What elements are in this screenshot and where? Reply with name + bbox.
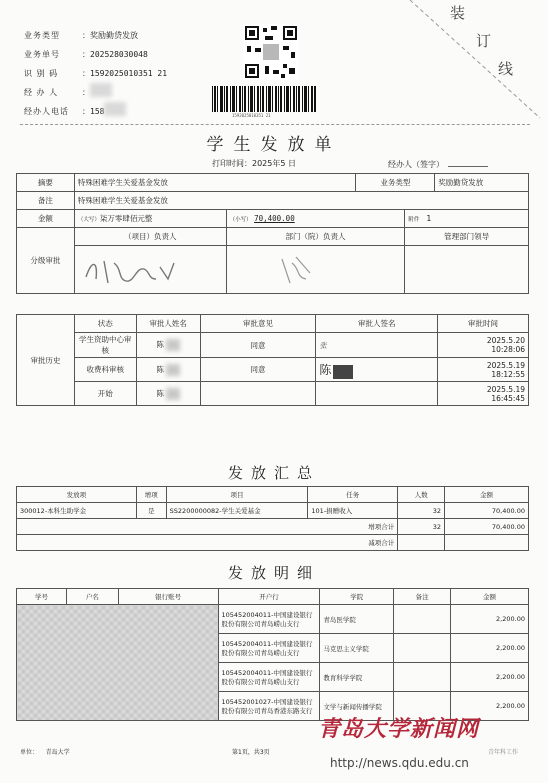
handler-label: 经 办 人: [24, 88, 59, 97]
table-row: [17, 382, 529, 406]
history-name-cell: [136, 382, 200, 406]
detail-amount: 2,200.00: [451, 663, 529, 692]
footer-unit-label: 单位：: [20, 749, 39, 756]
summary-header-task: 任务: [308, 487, 398, 503]
handler-sign-label: 经办人（签字）: [388, 160, 444, 169]
history-header-opinion: 审批意见: [200, 315, 316, 333]
history-header-time: 审批时间: [438, 315, 529, 333]
approval-sign-leader: [405, 246, 529, 294]
signature-scribble-icon: [78, 249, 188, 289]
minus-total-amount: [445, 535, 529, 551]
detail-bank: 105452001027-中国建设银行股份有限公司青岛香港东路支行: [218, 692, 320, 721]
amount-upper-prefix: （大写）: [77, 217, 100, 223]
history-header-name: 审批人姓名: [136, 315, 200, 333]
signature-scribble-icon: [230, 249, 320, 289]
header-info: 业务类型 ： 奖励勤贷发放 业务单号 ： 202528030048 识 别 码 ： 1592025010351 21 经 办 人 ： 经办人电话 ： 158: [24, 26, 167, 121]
history-label: 审批历史: [17, 315, 75, 406]
history-name-cell: [136, 358, 200, 382]
business-type-value: 奖励勤贷发放: [90, 31, 138, 40]
summary-header-added: 增项: [136, 487, 166, 503]
watermark-name: 青岛大学新闻网: [318, 716, 480, 742]
redacted-name: [166, 364, 180, 376]
barcode-number: 1592025010351 21: [232, 113, 271, 118]
history-sign-cell: [316, 358, 438, 382]
summary-section-title: 发放汇总: [227, 464, 320, 482]
main-info-table: [16, 173, 529, 294]
footer-unit: [20, 747, 70, 756]
history-sign: 张: [316, 333, 438, 358]
summary-item: 300012-本科生助学金: [17, 503, 137, 519]
approval-col-dept: 部门（院）负责人: [226, 228, 405, 246]
minus-total-count: [398, 535, 445, 551]
handler-sign: [388, 157, 488, 170]
plus-total-amount: 70,400.00: [445, 519, 529, 535]
summary-header-count: 人数: [398, 487, 445, 503]
binding-line-icon: [400, 0, 548, 124]
summary-count: 32: [398, 503, 445, 519]
minus-total-label: 减项合计: [17, 535, 398, 551]
business-category-value: 奖励勤贷发放: [435, 174, 529, 192]
remark-label: 备注: [17, 192, 75, 210]
redacted-student-info: [17, 605, 219, 721]
summary-table: [16, 486, 529, 551]
detail-college: 青岛医学院: [320, 605, 394, 634]
approval-col-project: （项目）负责人: [74, 228, 226, 246]
history-header-status: 状态: [74, 315, 136, 333]
amount-lower-prefix: （小写）: [229, 217, 252, 223]
summary-header-item: 发放项: [17, 487, 137, 503]
history-name-cell: [136, 333, 200, 358]
business-category-label: 业务类型: [356, 174, 435, 192]
header-divider: [20, 124, 530, 125]
handler-phone-value: 158: [90, 107, 105, 116]
approval-col-leader: 管理部门领导: [405, 228, 529, 246]
history-opinion: 同意: [200, 358, 316, 382]
approval-sign-dept: [226, 246, 405, 294]
binding-mark-ding: 订: [476, 32, 492, 50]
detail-bank: 105452004011-中国建设银行股份有限公司青岛崂山支行: [218, 634, 320, 663]
detail-header-college: 学院: [320, 589, 394, 605]
handler-signature: [448, 157, 488, 167]
attachment: [405, 210, 529, 228]
detail-amount: 2,200.00: [451, 605, 529, 634]
approval-label: 分级审批: [17, 228, 75, 294]
table-row: [17, 503, 529, 519]
history-status: 收费科审核: [74, 358, 136, 382]
qr-code-icon: [243, 24, 299, 80]
summary-label: 摘要: [17, 174, 75, 192]
history-time: 2025.5.19 18:12:55: [438, 358, 529, 382]
redacted-phone: [104, 102, 126, 116]
detail-header-account-name: 户名: [66, 589, 118, 605]
business-no-value: 202528030048: [90, 50, 148, 59]
history-name: 陈: [156, 388, 164, 398]
history-time: 2025.5.19 16:45:45: [438, 382, 529, 406]
summary-amount: 70,400.00: [445, 503, 529, 519]
detail-table: [16, 588, 529, 721]
page-title: 学生发放单: [206, 135, 342, 155]
watermark-logo: [318, 712, 479, 743]
detail-college: 教育科学学院: [320, 663, 394, 692]
approval-history-table: [16, 314, 529, 406]
summary-header-amount: 金额: [445, 487, 529, 503]
history-name: 陈: [156, 340, 164, 349]
history-status: 学生资助中心审核: [74, 333, 136, 358]
table-row: [17, 358, 529, 382]
history-time: 2025.5.20 10:28:06: [438, 333, 529, 358]
history-sign: [316, 382, 438, 406]
id-code-value: 1592025010351 21: [90, 69, 168, 78]
handler-phone-label: 经办人电话: [24, 107, 69, 116]
detail-bank: 105452004011-中国建设银行股份有限公司青岛崂山支行: [218, 663, 320, 692]
business-no-label: 业务单号: [24, 50, 60, 59]
summary-task: 101-捐赠收入: [308, 503, 398, 519]
plus-total-label: 增项合计: [17, 519, 398, 535]
summary-value: 特殊困难学生关爱基金发放: [74, 174, 356, 192]
detail-college: 文学与新闻传播学院: [320, 692, 394, 721]
binding-mark-xian: 线: [498, 60, 514, 78]
summary-project: SS2200000082-学生关爱基金: [166, 503, 308, 519]
table-row: [17, 333, 529, 358]
detail-amount: 2,200.00: [451, 692, 529, 721]
detail-header-student-id: 学号: [17, 589, 67, 605]
redacted-name: [166, 388, 180, 400]
approval-sign-project: [74, 246, 226, 294]
table-row: [17, 605, 529, 634]
amount-lower: [226, 210, 405, 228]
id-code-label: 识 别 码: [24, 69, 59, 78]
detail-remark: [394, 663, 451, 692]
attachment-label: 附件: [408, 217, 420, 223]
watermark-url: http://news.qdu.edu.cn: [330, 756, 469, 770]
history-status: 开始: [74, 382, 136, 406]
print-time: [212, 158, 296, 169]
detail-remark: [394, 634, 451, 663]
history-opinion: [200, 382, 316, 406]
detail-header-amount: 金额: [451, 589, 529, 605]
history-name: 陈: [156, 364, 164, 374]
amount-lower-value: 70,400.00: [254, 214, 295, 223]
detail-header-remark: 备注: [394, 589, 451, 605]
attachment-count: 1: [426, 214, 432, 223]
detail-section-title: 发放明细: [227, 564, 320, 582]
footer-page: 第1页，共3页: [232, 749, 270, 756]
detail-bank: 105452004011-中国建设银行股份有限公司青岛崂山支行: [218, 605, 320, 634]
print-time-value: 2025年5 日: [252, 159, 296, 168]
redacted-name: [166, 339, 180, 351]
detail-amount: 2,200.00: [451, 634, 529, 663]
detail-college: 马克思主义学院: [320, 634, 394, 663]
detail-remark: [394, 605, 451, 634]
footer-right-text: 青年科工作: [488, 749, 519, 756]
binding-mark-zhuang: 装: [450, 4, 466, 22]
amount-upper-value: 柒万零肆佰元整: [99, 214, 153, 223]
plus-total-count: 32: [398, 519, 445, 535]
history-sign: 陈: [319, 362, 332, 377]
redacted-handler-name: [90, 83, 112, 97]
remark-value: 特殊困难学生关爱基金发放: [74, 192, 528, 210]
barcode-icon: [212, 86, 316, 112]
amount-label: 金额: [17, 210, 75, 228]
summary-header-project: 项目: [166, 487, 308, 503]
detail-header-bank: 开户行: [218, 589, 320, 605]
history-header-sign: 审批人签名: [316, 315, 438, 333]
print-time-label: 打印时间：: [212, 159, 252, 168]
detail-header-bank-account: 银行账号: [118, 589, 218, 605]
summary-added: 是: [136, 503, 166, 519]
redacted-signature: [333, 365, 353, 379]
amount-upper: [74, 210, 226, 228]
history-opinion: 同意: [200, 333, 316, 358]
business-type-label: 业务类型: [24, 31, 60, 40]
footer-unit-value: 青岛大学: [45, 749, 70, 756]
